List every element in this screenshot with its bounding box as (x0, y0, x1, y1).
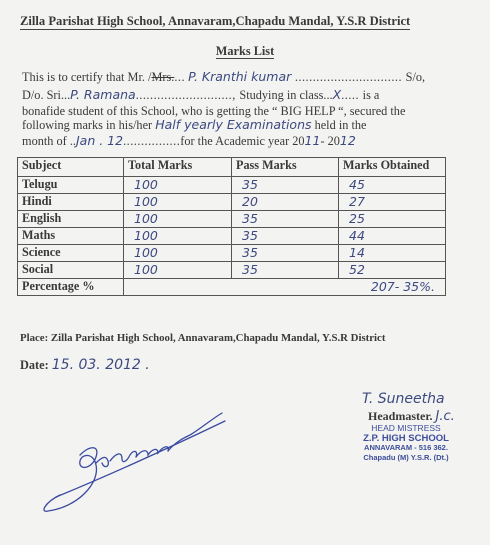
cert-l2-mid: Studying in class... (239, 88, 333, 102)
pass-cell: 35 (232, 211, 339, 228)
table-row (18, 245, 446, 262)
pass-cell: 35 (232, 262, 339, 279)
obtained-cell: 27 (339, 194, 446, 211)
marks-list-title: Marks List (215, 44, 275, 58)
cert-l5-prefix: month of .. (22, 134, 76, 148)
stamp-line-1: HEAD MISTRESS (371, 423, 441, 433)
obtained-cell: 45 (339, 177, 446, 194)
cert-l1-prefix: This is to certify that Mr. / (22, 70, 152, 84)
obtained-cell: 52 (339, 262, 446, 279)
place-line: Place: Zilla Parishat High School, Annavaram,Chapadu Mandal, Y.S.R District (20, 332, 386, 344)
header-subject: Subject (18, 158, 124, 177)
cert-l5-mid: for the Academic year 20 (180, 134, 305, 148)
header-pass-marks: Pass Marks (232, 158, 339, 177)
obtained-cell: 25 (339, 211, 446, 228)
cert-l2-prefix: D/o. Sri... (22, 88, 71, 102)
date-label: Date: (20, 358, 49, 372)
class-value: X (332, 87, 342, 102)
exam-month: Jan . 12 (75, 133, 124, 148)
percentage-label: Percentage % (18, 279, 124, 296)
struck-salutation: Mrs. (151, 70, 175, 84)
school-stamp (350, 424, 462, 462)
pass-cell: 35 (232, 228, 339, 245)
certificate-line-4 (22, 118, 367, 132)
certificate-line-3 (22, 104, 405, 118)
certificate-line-5: month of ..Jan . 12................for the Academic year 2011- 2012 (22, 133, 356, 148)
total-cell: 100 (124, 262, 232, 279)
pass-cell: 35 (232, 245, 339, 262)
total-cell: 100 (124, 194, 232, 211)
subject-cell: English (18, 211, 124, 228)
cert-l3: bonafide student of this School, who is getting the “ BIG HELP “, secured the (22, 104, 406, 118)
subject-cell: Telugu (18, 177, 124, 194)
subject-cell: Science (18, 245, 124, 262)
table-row (18, 194, 446, 211)
student-signature (30, 405, 230, 525)
stamp-line-4: Chapadu (M) Y.S.R. (Dt.) (363, 452, 449, 462)
header-total-marks: Total Marks (124, 158, 232, 177)
total-cell: 100 (124, 228, 232, 245)
marks-table (17, 157, 446, 296)
date-line (20, 357, 150, 373)
stamp-line-3: ANNAVARAM - 516 362. (364, 443, 448, 452)
header-marks-obtained: Marks Obtained (339, 158, 446, 177)
headmaster-label-line (368, 409, 455, 424)
table-row (18, 262, 446, 279)
cert-l4-suffix: held in the (314, 118, 367, 132)
parent-name: P. Ramana (70, 87, 136, 102)
headmaster-label: Headmaster. (368, 409, 433, 423)
total-cell: 100 (124, 211, 232, 228)
certificate-line-2: D/o. Sri...P. Ramana..........................., Studying in class...X..... is a (22, 87, 380, 102)
table-row (18, 211, 446, 228)
table-row (18, 177, 446, 194)
marks-list-heading (0, 44, 490, 59)
exam-name: Half yearly Examinations (155, 117, 312, 132)
certificate-line-1: This is to certify that Mr. /Mrs.... P. Kranthi kumar .............................. S/o, (22, 69, 426, 84)
year-sep: - 20 (320, 134, 340, 148)
pass-cell: 20 (232, 194, 339, 211)
total-cell: 100 (124, 245, 232, 262)
subject-cell: Hindi (18, 194, 124, 211)
year-to: 12 (339, 133, 356, 148)
percentage-row (18, 279, 446, 296)
percentage-value: 207- 35%. (124, 279, 446, 296)
cert-l4-prefix: following marks in his/her (22, 118, 153, 132)
headmaster-signature: T. Suneetha (362, 391, 445, 407)
cert-l2-suffix: is a (362, 88, 380, 102)
headmaster-initials: J.c. (435, 409, 455, 424)
student-name: P. Kranthi kumar (188, 69, 292, 84)
school-title: Zilla Parishat High School, Annavaram,Chapadu Mandal, Y.S.R District (20, 14, 411, 28)
total-cell: 100 (124, 177, 232, 194)
table-row (18, 228, 446, 245)
subject-cell: Maths (18, 228, 124, 245)
date-value: 15. 03. 2012 . (51, 357, 150, 373)
obtained-cell: 44 (339, 228, 446, 245)
pass-cell: 35 (232, 177, 339, 194)
cert-l1-suffix: S/o, (405, 70, 426, 84)
subject-cell: Social (18, 262, 124, 279)
obtained-cell: 14 (339, 245, 446, 262)
table-header-row (18, 158, 446, 177)
stamp-line-2: Z.P. HIGH SCHOOL (363, 432, 449, 444)
year-from: 11 (304, 133, 321, 148)
